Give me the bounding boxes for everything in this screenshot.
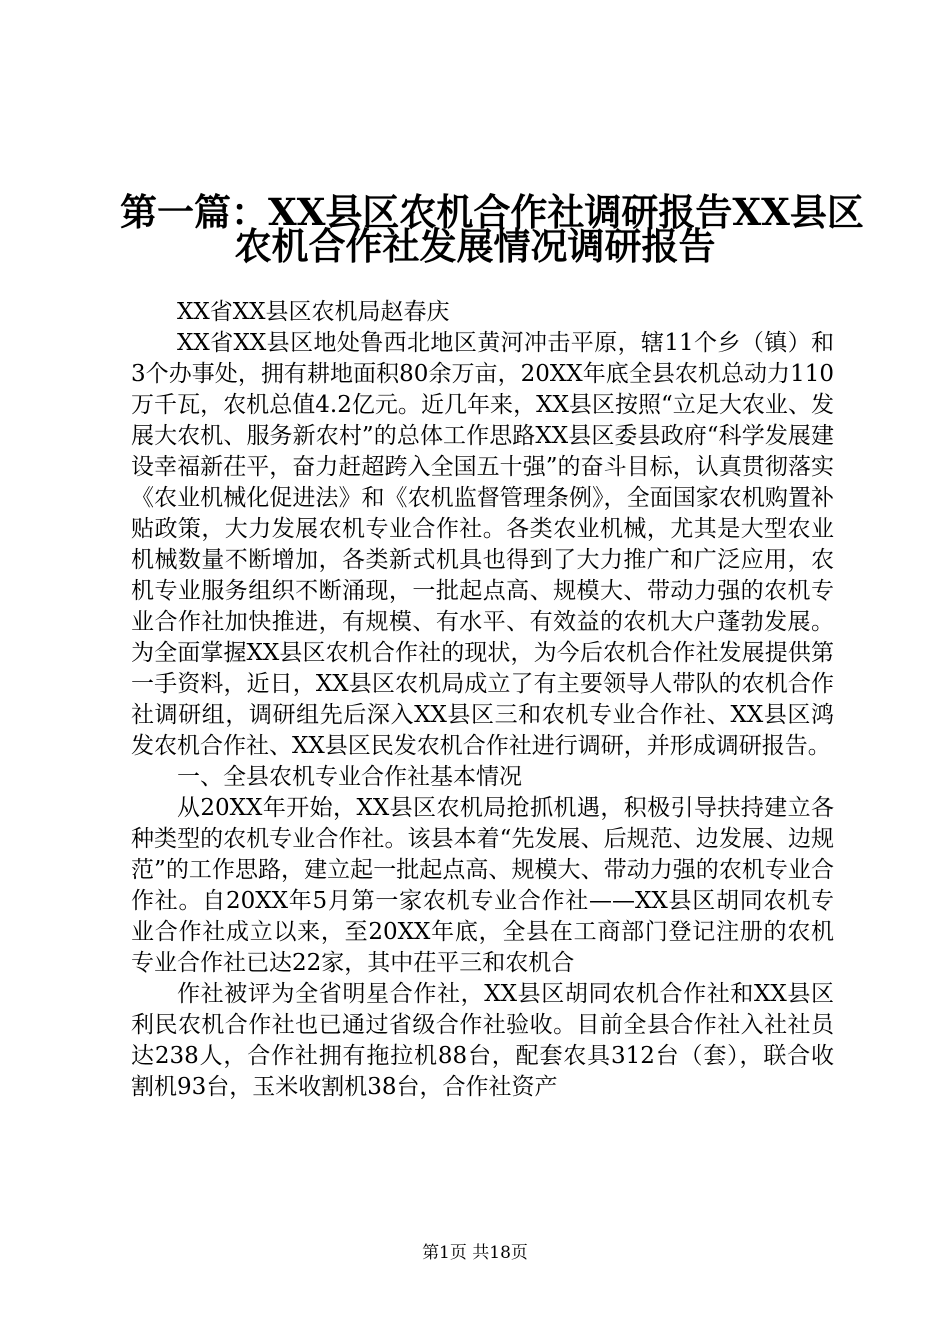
paragraph-section-1-cont: 作社被评为全省明星合作社，XX县区胡同农机合作社和XX县区利民农机合作社也已通过省级合作社验收。目前全县合作社入社社员达238人，合作社拥有拖拉机88台，配套农具312台（套），联合收割机93台，玉米收割机38台，合作社资产: [131, 981, 834, 1100]
document-title-line-2: 农机合作社发展情况调研报告: [234, 224, 716, 268]
paragraph-intro: XX省XX县区地处鲁西北地区黄河冲击平原，辖11个乡（镇）和3个办事处，拥有耕地面积80余万亩，20XX年底全县农机总动力110万千瓦，农机总值4.2亿元。近几年来，XX县区按照“立足大农业、发展大农机、服务新农村”的总体工作思路XX县区委县政府“科学发展建设幸福新茌平，奋力赶超跨入全国五十强”的奋斗目标，认真贯彻落实《农业机械化促进法》和《农机监督管理条例》，全面国家农机购置补贴政策，大力发展农机专业合作社。各类农业机械，尤其是大型农业机械数量不断增加，各类新式机具也得到了大力推广和广泛应用，农机专业服务组织不断涌现，一批起点高、规模大、带动力强的农机专业合作社加快推进，有规模、有水平、有效益的农机大户蓬勃发展。为全面掌握XX县区农机合作社的现状，为今后农机合作社发展提供第一手资料，近日，XX县区农机局成立了有主要领导人带队的农机合作社调研组，调研组先后深入XX县区三和农机专业合作社、XX县区鸿发农机合作社、XX县区民发农机合作社进行调研，并形成调研报告。: [131, 330, 834, 759]
author-line: XX省XX县区农机局赵春庆: [177, 299, 450, 325]
section-heading: 一、全县农机专业合作社基本情况: [177, 764, 522, 790]
page-number-footer: 第1页 共18页: [422, 1243, 528, 1263]
paragraph-section-1: 从20XX年开始，XX县区农机局抢抓机遇，积极引导扶持建立各种类型的农机专业合作社。该县本着“先发展、后规范、边发展、边规范”的工作思路，建立起一批起点高、规模大、带动力强的农机专业合作社。自20XX年5月第一家农机专业合作社——XX县区胡同农机专业合作社成立以来，至20XX年底，全县在工商部门登记注册的农机专业合作社已达22家，其中茌平三和农机合: [131, 795, 834, 976]
document-title-line-1: 第一篇：XX县区农机合作社调研报告XX县区: [120, 190, 864, 234]
document-body: [131, 328, 834, 1103]
